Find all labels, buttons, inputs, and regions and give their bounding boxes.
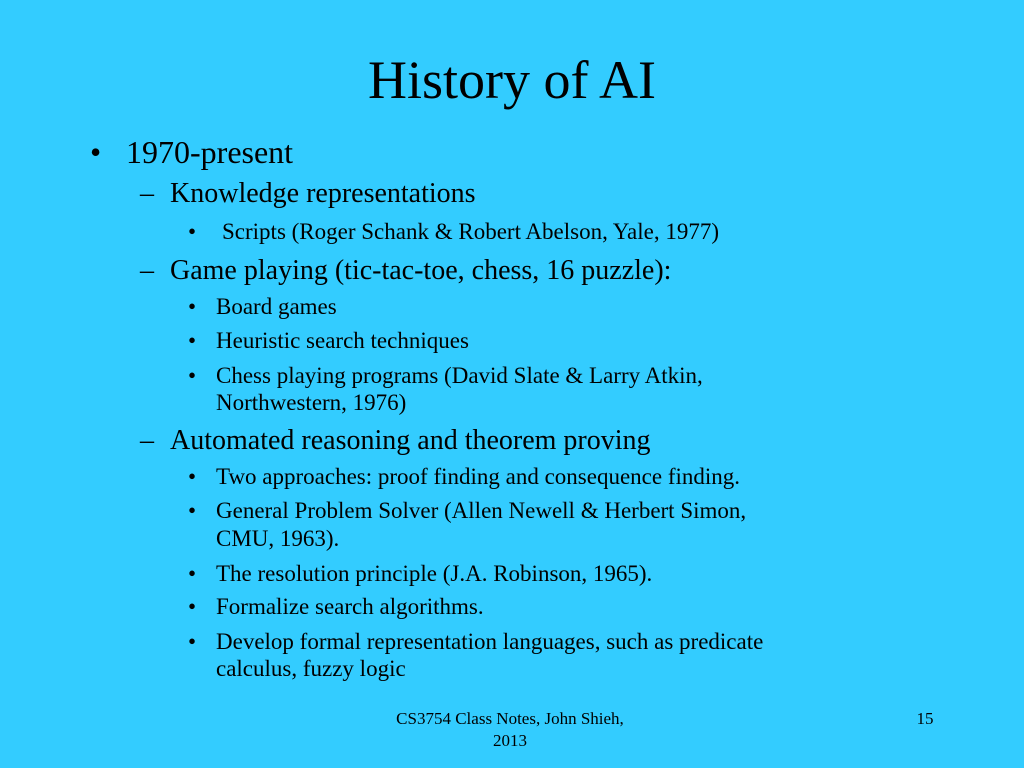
subheading-knowledge-representations: Knowledge representations bbox=[170, 178, 476, 209]
footer-year-line: 2013 bbox=[493, 731, 527, 750]
list-item-resolution-principle: The resolution principle (J.A. Robinson, 1965). bbox=[216, 561, 653, 586]
bullet-marker: • bbox=[188, 561, 197, 586]
dash-marker: – bbox=[140, 178, 154, 209]
list-item-chess-programs: Chess playing programs (David Slate & Larry Atkin, bbox=[216, 363, 703, 388]
list-item-formal-languages: Develop formal representation languages, such as predicate bbox=[216, 629, 764, 654]
bullet-marker: • bbox=[90, 134, 102, 170]
bullet-marker: • bbox=[188, 629, 197, 654]
list-item-chess-programs-cont: Northwestern, 1976) bbox=[216, 390, 407, 415]
list-item-board-games: Board games bbox=[216, 294, 337, 319]
footer-course-line: CS3754 Class Notes, John Shieh, bbox=[396, 709, 624, 728]
bullet-1970-present: 1970-present bbox=[126, 134, 294, 170]
bullet-marker: • bbox=[188, 219, 197, 244]
subheading-game-playing: Game playing (tic-tac-toe, chess, 16 puzzle): bbox=[170, 255, 672, 286]
bullet-marker: • bbox=[188, 464, 197, 489]
footer-course-info bbox=[350, 708, 670, 752]
bullet-marker: • bbox=[188, 594, 197, 619]
slide-title: History of AI bbox=[368, 50, 656, 110]
list-item-heuristic-search: Heuristic search techniques bbox=[216, 328, 469, 353]
subheading-automated-reasoning: Automated reasoning and theorem proving bbox=[170, 425, 651, 456]
slide-number: 15 bbox=[916, 709, 934, 728]
bullet-marker: • bbox=[188, 294, 197, 319]
list-item-gps-cont: CMU, 1963). bbox=[216, 526, 340, 551]
list-item-gps: General Problem Solver (Allen Newell & Herbert Simon, bbox=[216, 498, 747, 523]
bullet-marker: • bbox=[188, 363, 197, 388]
list-item-scripts: Scripts (Roger Schank & Robert Abelson, Yale, 1977) bbox=[222, 219, 720, 244]
bullet-marker: • bbox=[188, 498, 197, 523]
bullet-marker: • bbox=[188, 328, 197, 353]
list-item-formal-languages-cont: calculus, fuzzy logic bbox=[216, 656, 406, 681]
list-item-formalize-search: Formalize search algorithms. bbox=[216, 594, 484, 619]
list-item-two-approaches: Two approaches: proof finding and consequence finding. bbox=[216, 464, 741, 489]
dash-marker: – bbox=[140, 255, 154, 286]
dash-marker: – bbox=[140, 425, 154, 456]
bullet-1970-present-marker bbox=[90, 134, 101, 170]
